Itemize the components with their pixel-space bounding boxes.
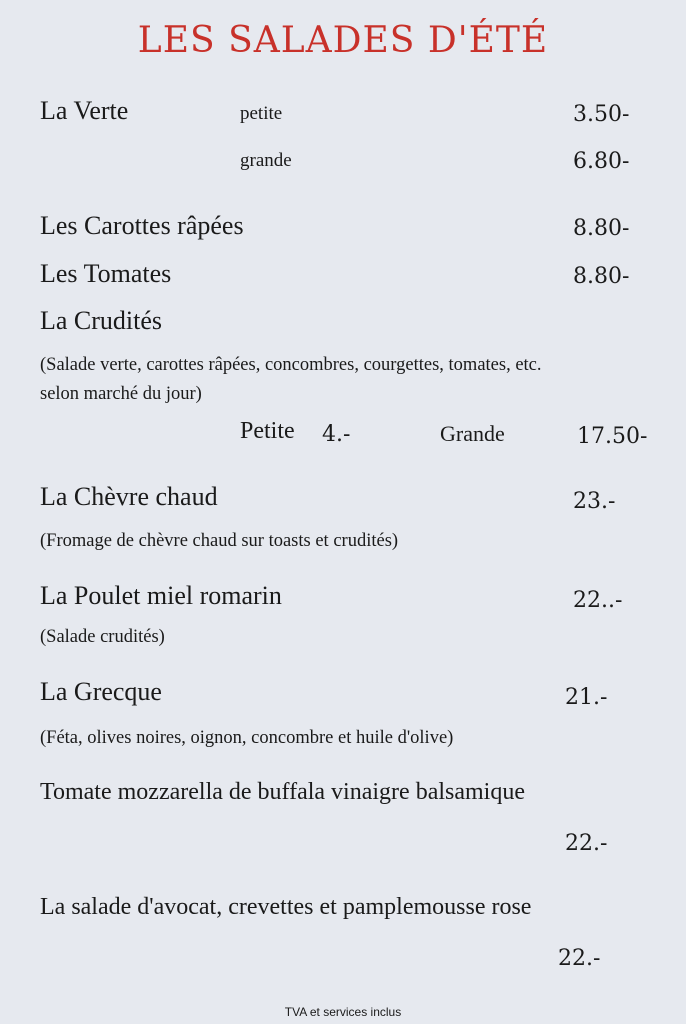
price-grecque: 21.- (565, 685, 608, 710)
price-carottes: 8.80- (573, 216, 630, 241)
size-label-petite: petite (240, 103, 283, 124)
item-desc-grecque: (Féta, olives noires, oignon, concombre et huile d'olive) (40, 728, 454, 748)
crudites-petite-price: 4.- (322, 422, 351, 447)
crudites-petite-label: Petite (240, 418, 295, 444)
item-name-mozzarella: Tomate mozzarella de buffala vinaigre balsamique (40, 779, 525, 805)
item-name-avocat: La salade d'avocat, crevettes et pamplemousse rose (40, 894, 532, 920)
item-desc-chevre: (Fromage de chèvre chaud sur toasts et crudités) (40, 531, 399, 551)
crudites-grande-price: 17.50- (577, 424, 648, 449)
price-avocat: 22.- (558, 946, 601, 971)
price-tomates: 8.80- (573, 264, 630, 289)
item-name-poulet: La Poulet miel romarin (40, 581, 282, 610)
price-mozzarella: 22.- (565, 831, 608, 856)
price-verte-grande: 6.80- (573, 149, 630, 174)
item-name-carottes: Les Carottes râpées (40, 211, 244, 240)
item-desc-crudites-line1: (Salade verte, carottes râpées, concombres, courgettes, tomates, etc. (40, 355, 542, 375)
price-verte-petite: 3.50- (573, 102, 630, 127)
item-desc-poulet: (Salade crudités) (40, 627, 165, 647)
price-poulet: 22..- (573, 588, 623, 613)
item-name-tomates: Les Tomates (40, 259, 172, 288)
item-desc-crudites-line2: selon marché du jour) (40, 384, 202, 404)
item-name-grecque: La Grecque (40, 677, 162, 706)
size-label-grande: grande (240, 150, 292, 171)
item-name-verte: La Verte (40, 96, 129, 125)
footer-note: TVA et services inclus (284, 1005, 402, 1019)
menu-title: LES SALADES D'ÉTÉ (137, 20, 549, 61)
item-name-chevre: La Chèvre chaud (40, 482, 218, 511)
crudites-grande-label: Grande (440, 421, 505, 446)
price-chevre: 23.- (573, 489, 616, 514)
item-name-crudites: La Crudités (40, 306, 163, 335)
